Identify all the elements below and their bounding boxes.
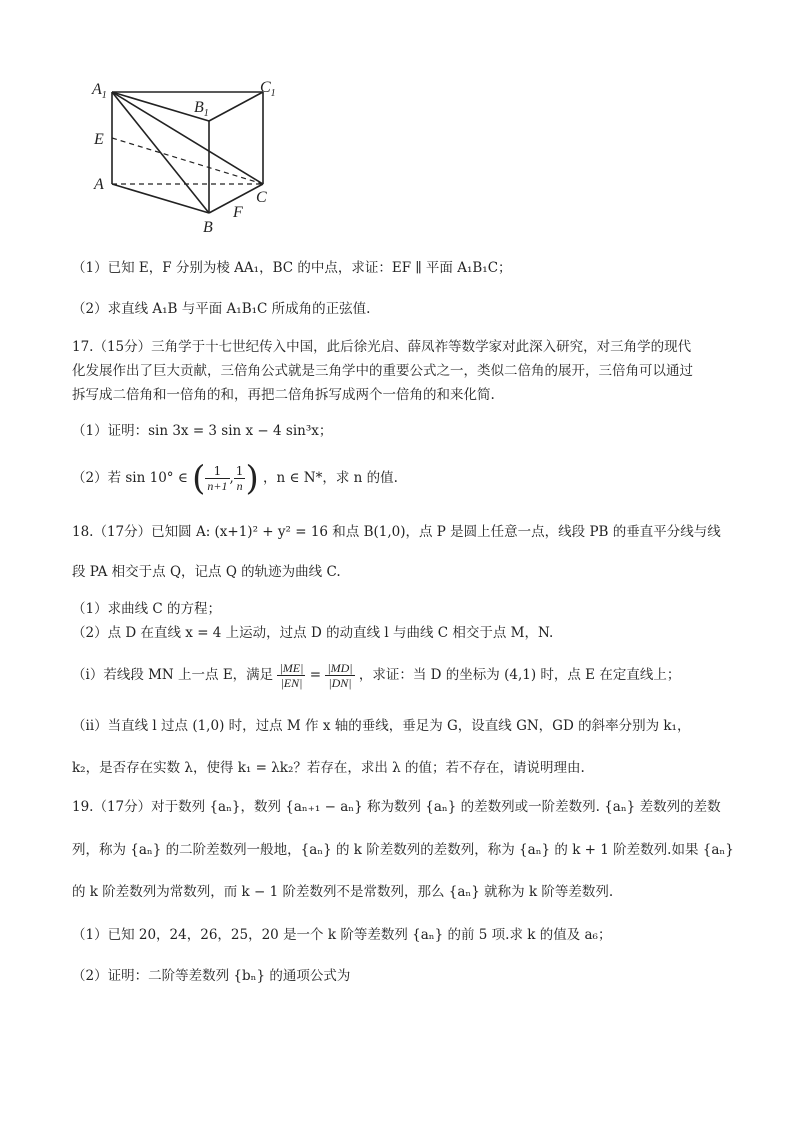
q17-part1: （1）证明：sin 3x = 3 sin x − 4 sin³x；	[72, 423, 333, 439]
fraction-1-over-n: $\frac{1}{n}$	[235, 464, 244, 493]
left-paren: (	[192, 458, 206, 499]
q17-intro-line1: 17.（15分）三角学于十七世纪传入中国，此后徐光启、薛凤祚等数学家对此深入研究，对三角学的现代	[72, 339, 692, 355]
prism-figure	[88, 76, 298, 241]
q18-i-prefix: （ⅰ）若线段 MN 上一点 E，满足	[72, 667, 274, 683]
hidden-segment-e-c	[112, 138, 263, 184]
label-a1: $A_1$	[92, 81, 107, 101]
q18-intro-line1: 18.（17分）已知圆 A: (x+1)² + y² = 16 和点 B(1,0)，点 P 是圆上任意一点，线段 PB 的垂直平分线与线	[72, 524, 721, 540]
edge-b1-c1	[209, 92, 263, 121]
label-f: F	[233, 204, 243, 221]
q18-part2-ii-line1: （ⅱ）当直线 l 过点 (1,0) 时，过点 M 作 x 轴的垂线，垂足为 G，设直线 GN，GD 的斜率分别为 k₁，	[72, 718, 691, 734]
q19-part1: （1）已知 20，24，26，25，20 是一个 k 阶等差数列 {aₙ} 的前 5 项.求 k 的值及 a₆；	[72, 927, 612, 943]
fraction-md-over-dn: $\frac{|MD|}{|DN|}$	[327, 661, 353, 690]
label-c1: $C_1$	[260, 79, 276, 99]
q18-part2: （2）点 D 在直线 x = 4 上运动，过点 D 的动直线 l 与曲线 C 相交于点 M，N.	[72, 625, 554, 641]
label-c: C	[256, 189, 267, 206]
edge-a-b	[112, 184, 209, 213]
q17-part2-suffix: ，n ∈ N*，求 n 的值.	[263, 470, 398, 486]
q19-intro-line3: 的 k 阶差数列为常数列，而 k − 1 阶差数列不是常数列，那么 {aₙ} 就称为 k 阶等差数列.	[72, 884, 614, 900]
equals-sign: =	[309, 667, 322, 683]
q16-part1: （1）已知 E，F 分别为棱 AA₁，BC 的中点，求证：EF ∥ 平面 A₁B₁C；	[72, 260, 512, 276]
q17-intro-line2: 化发展作出了巨大贡献，三倍角公式就是三角学中的重要公式之一，类似二倍角的展开，三倍角可以通过	[72, 363, 693, 379]
fraction-1-over-n-plus-1: $\frac{1}{n+1}$	[207, 464, 228, 493]
q17-part2: （2）若 sin 10° ∈ ( $\frac{1}{n+1}$ , $\frac{1}{n}$ ) ，n ∈ N*，求 n 的值.	[72, 458, 398, 499]
right-paren: )	[245, 458, 259, 499]
segment-a1-c	[112, 92, 263, 184]
q18-part2-ii-line2: k₂，是否存在实数 λ，使得 k₁ = λk₂？若存在，求出 λ 的值；若不存在，请说明理由.	[72, 760, 585, 776]
q17-intro-line3: 拆写成二倍角和一倍角的和，再把二倍角拆写成两个一倍角的和来化简.	[72, 387, 495, 403]
label-b: B	[203, 219, 213, 236]
q17-part2-prefix: （2）若 sin 10° ∈	[72, 470, 188, 486]
q18-part1: （1）求曲线 C 的方程；	[72, 601, 222, 617]
label-a: A	[94, 176, 104, 193]
label-b1: $B_1$	[194, 99, 209, 119]
q16-part2: （2）求直线 A₁B 与平面 A₁B₁C 所成角的正弦值.	[72, 301, 371, 317]
q19-part2: （2）证明：二阶等差数列 {bₙ} 的通项公式为	[72, 968, 351, 984]
fraction-me-over-en: $\frac{|ME|}{|EN|}$	[279, 661, 304, 690]
q19-intro-line2: 列，称为 {aₙ} 的二阶差数列一般地，{aₙ} 的 k 阶差数列的差数列，称为 {aₙ} 的 k + 1 阶差数列.如果 {aₙ}	[72, 842, 734, 858]
q18-intro-line2: 段 PA 相交于点 Q，记点 Q 的轨迹为曲线 C.	[72, 564, 341, 580]
q18-part2-i	[72, 650, 680, 700]
q18-i-suffix: ，求证：当 D 的坐标为 (4,1) 时，点 E 在定直线上；	[358, 667, 681, 683]
q19-intro-line1: 19.（17分）对于数列 {aₙ}，数列 {aₙ₊₁ − aₙ} 称为数列 {aₙ} 的差数列或一阶差数列. {aₙ} 差数列的差数	[72, 799, 721, 815]
label-e: E	[94, 131, 104, 148]
